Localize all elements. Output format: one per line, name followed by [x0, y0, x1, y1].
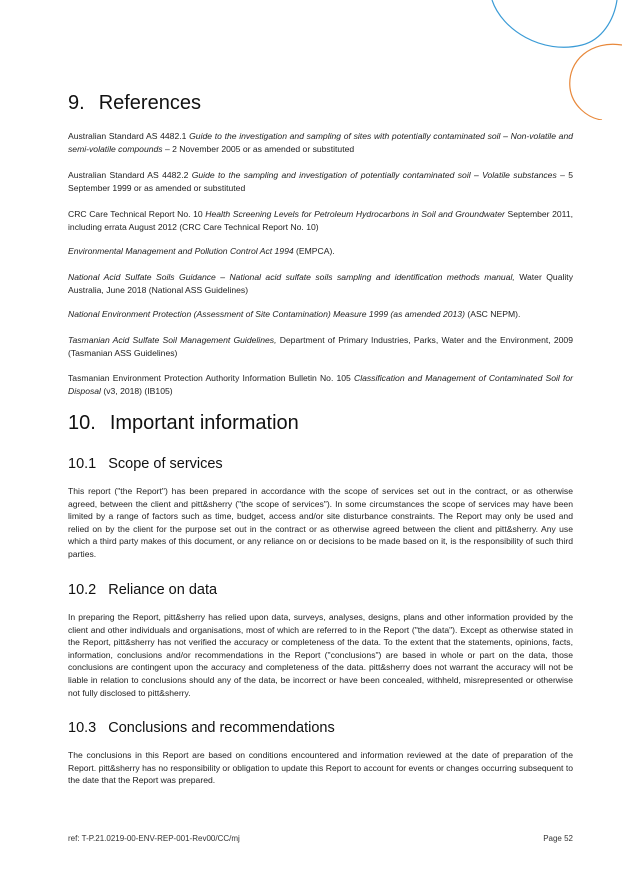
reference-item: Australian Standard AS 4482.2 Guide to the sampling and investigation of potentially contaminated soil – Volatile substances – 5 September 1999 or as amended or substituted — [68, 170, 573, 193]
reliance-paragraph: In preparing the Report, pitt&sherry has relied upon data, surveys, analyses, designs, plans and other information provided by the client and other individuals and organisations, most of which are referred to in the Report ("the data"). Except as otherwise stated in the Report, pitt&sherry has not verified the accuracy or completeness of the data. To the extent that the statements, opinions, facts, information, conclusions and/or recommendations in the Report ("conclusions") are based in whole or part on the data, those conclusions are contingent upon the accuracy and completeness of the data. pitt&sherry does not warrant the accuracy will not be liable in relation to conclusions should any of the data, be incorrect or have been concealed, withheld, misrepresented or otherwise not fully disclosed to pitt&sherry. — [68, 612, 573, 698]
reference-item: CRC Care Technical Report No. 10 Health Screening Levels for Petroleum Hydrocarbons in Soil and Groundwater September 2011, including errata August 2012 (CRC Care Technical Report No. 10) — [68, 209, 573, 232]
section-number: 10. — [68, 412, 96, 434]
section-title: Reliance on data — [108, 582, 218, 598]
section-title: Scope of services — [108, 456, 223, 472]
section-10-2-heading — [68, 582, 217, 598]
reference-item: National Environment Protection (Assessment of Site Contamination) Measure 1999 (as amended 2013) (ASC NEPM). — [68, 309, 521, 319]
reference-item: Tasmanian Acid Sulfate Soil Management Guidelines, Department of Primary Industries, Parks, Water and the Environment, 2009 (Tasmanian ASS Guidelines) — [68, 335, 573, 358]
reference-item: Australian Standard AS 4482.1 Guide to the investigation and sampling of sites with potentially contaminated soil – Non-volatile and semi-volatile compounds – 2 November 2005 or as amended or substituted — [68, 131, 574, 154]
section-number: 10.2 — [68, 582, 97, 598]
blue-arc — [492, 0, 617, 47]
reference-item: Tasmanian Environment Protection Authority Information Bulletin No. 105 Classification and Management of Contaminated Soil for Disposal (v3, 2018) (IB105) — [68, 373, 574, 396]
section-title: References — [98, 92, 201, 114]
decorative-curves — [462, 0, 622, 120]
scope-paragraph: This report ("the Report") has been prepared in accordance with the scope of services set out in the contract, or as otherwise agreed, between the client and pitt&sherry ("the scope of services"). In some circumstances the scope of services may have been limited by a range of factors such as time, budget, access and/or site disturbance constraints. The Report may only be used and relied on by the client for the purpose set out in the contract or as otherwise agreed between the client and pitt&sherry. Any use which a third party makes of this document, or any reliance on or decisions to be made based on it, is the responsibility of such third parties. — [68, 486, 573, 559]
section-10-heading — [68, 412, 299, 435]
section-number: 10.1 — [68, 456, 97, 472]
section-9-heading — [68, 92, 201, 115]
section-number: 9. — [68, 92, 85, 114]
reference-item: National Acid Sulfate Soils Guidance – National acid sulfate soils sampling and identification methods manual, Water Quality Australia, June 2018 (National ASS Guidelines) — [68, 272, 573, 295]
page-footer — [68, 834, 573, 843]
conclusions-paragraph: The conclusions in this Report are based on conditions encountered and information reviewed at the date of preparation of the Report. pitt&sherry has no responsibility or obligation to update this Report to account for events or changes occurring subsequent to the date that the Report was prepared. — [68, 750, 573, 786]
orange-arc — [570, 44, 622, 120]
section-10-3-heading — [68, 720, 335, 736]
section-number: 10.3 — [68, 720, 97, 736]
page-number: Page 52 — [543, 834, 573, 843]
reference-item: Environmental Management and Pollution Control Act 1994 (EMPCA). — [68, 246, 335, 256]
section-title: Important information — [109, 412, 299, 434]
section-title: Conclusions and recommendations — [108, 720, 335, 736]
document-reference: ref: T-P.21.0219-00-ENV-REP-001-Rev00/CC/mj — [68, 834, 240, 843]
section-10-1-heading — [68, 456, 223, 472]
